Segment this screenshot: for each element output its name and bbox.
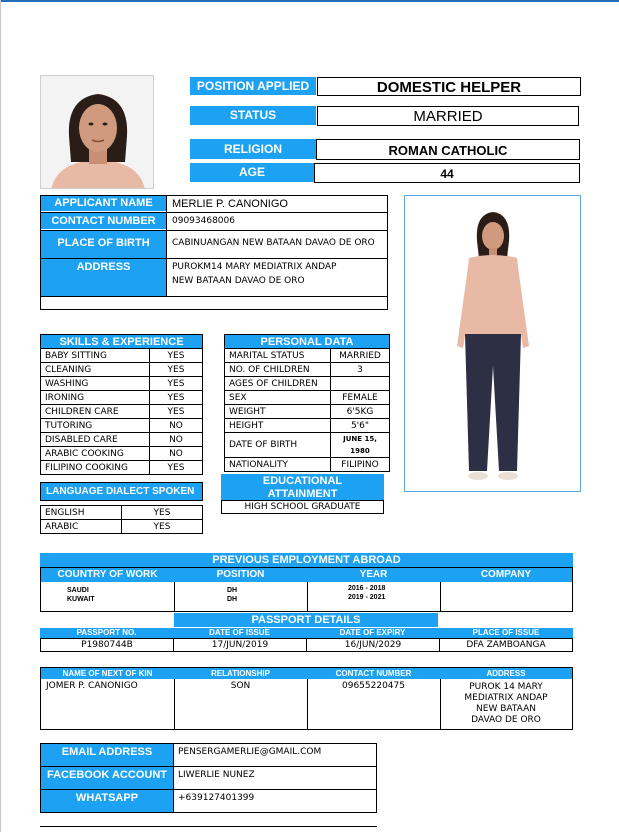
skill-name: TUTORING (41, 419, 150, 433)
personal-value: FEMALE (331, 391, 390, 405)
skill-value: NO (150, 433, 203, 447)
facebook-value: LIWERLIE NUNEZ (178, 770, 255, 780)
kin-address-line-1: PUROK 14 MARY (469, 682, 543, 692)
personal-field: AGES OF CHILDREN (225, 377, 331, 391)
passport-issue-date: 17/JUN/2019 (173, 638, 307, 652)
table-row (41, 447, 203, 461)
personal-value: MARRIED (331, 349, 390, 363)
headshot-photo (40, 75, 154, 189)
personal-field: WEIGHT (225, 405, 331, 419)
table-row (41, 461, 203, 475)
table-row (225, 349, 390, 363)
kin-address-line-3: NEW BATAAN (476, 704, 536, 714)
language-name: ARABIC (41, 520, 122, 534)
passport-header: PASSPORT NO. (40, 628, 173, 638)
personal-value (331, 377, 390, 391)
column-divider (173, 744, 174, 812)
table-row (41, 506, 203, 520)
column-divider (166, 195, 167, 296)
skill-value: YES (150, 363, 203, 377)
full-body-photo (404, 195, 581, 492)
skills-title: SKILLS & EXPERIENCE (41, 335, 203, 349)
applicant-name-label: APPLICANT NAME (41, 196, 166, 211)
passport-header: PLACE OF ISSUE (439, 628, 573, 638)
kin-table (40, 667, 573, 730)
skill-name: FILIPINO COOKING (41, 461, 150, 475)
employment-title: PREVIOUS EMPLOYMENT ABROAD (40, 553, 573, 567)
kin-header: CONTACT NUMBER (307, 668, 440, 679)
table-row (225, 391, 390, 405)
personal-field: HEIGHT (225, 419, 331, 433)
contact-number-value: 09093468006 (172, 216, 235, 226)
kin-address-line-4: DAVAO DE ORO (471, 715, 541, 725)
position-value: DOMESTIC HELPER (317, 77, 581, 96)
position-1: DH (227, 587, 238, 594)
skill-value: YES (150, 461, 203, 475)
personal-title: PERSONAL DATA (225, 335, 390, 349)
religion-label: RELIGION (190, 139, 316, 159)
table-row (41, 433, 203, 447)
left-rule (0, 0, 1, 832)
place-of-birth-value: CABINUANGAN NEW BATAAN DAVAO DE ORO (172, 238, 375, 248)
table-row (41, 391, 203, 405)
address-label: ADDRESS (41, 259, 166, 296)
language-title: LANGUAGE DIALECT SPOKEN (41, 483, 203, 501)
age-value: 44 (314, 163, 580, 183)
skill-value: NO (150, 419, 203, 433)
kin-contact: 09655220475 (342, 681, 405, 691)
language-name: ENGLISH (41, 506, 122, 520)
passport-number: P1980744B (40, 638, 174, 652)
religion-value: ROMAN CATHOLIC (316, 139, 580, 160)
whatsapp-label: WHATSAPP (41, 790, 173, 812)
column-divider (174, 582, 175, 611)
column-divider (307, 582, 308, 611)
email-value: PENSERGAMERLIE@GMAIL.COM (178, 747, 322, 757)
table-row (225, 419, 390, 433)
skill-value: YES (150, 349, 203, 363)
skill-value: NO (150, 447, 203, 461)
skill-name: ARABIC COOKING (41, 447, 150, 461)
passport-table (40, 628, 573, 652)
personal-value: 5'6" (331, 419, 390, 433)
table-row (225, 405, 390, 419)
contact-number-label: CONTACT NUMBER (41, 213, 166, 229)
skill-value: YES (150, 391, 203, 405)
language-value: YES (122, 506, 203, 520)
skill-name: CLEANING (41, 363, 150, 377)
skill-name: WASHING (41, 377, 150, 391)
table-row (225, 458, 390, 472)
country-1: SAUDI (67, 587, 89, 594)
facebook-label: FACEBOOK ACCOUNT (41, 767, 173, 789)
kin-relationship: SON (230, 681, 251, 691)
bottom-rule (40, 826, 377, 827)
language-table (40, 482, 203, 534)
top-rule (0, 0, 619, 2)
personal-value: 6'5KG (331, 405, 390, 419)
skill-value: YES (150, 377, 203, 391)
personal-field: SEX (225, 391, 331, 405)
address-line-1: PUROKM14 MARY MEDIATRIX ANDAP (172, 262, 337, 272)
kin-name: JOMER P. CANONIGO (46, 681, 138, 691)
status-value: MARRIED (317, 106, 579, 126)
personal-field: NATIONALITY (225, 458, 331, 472)
kin-header: RELATIONSHIP (174, 668, 307, 679)
year-1: 2016 - 2018 (348, 585, 386, 592)
country-2: KUWAIT (67, 596, 95, 603)
skill-name: DISABLED CARE (41, 433, 150, 447)
table-row (225, 433, 390, 458)
status-label: STATUS (190, 106, 316, 125)
place-of-birth-label: PLACE OF BIRTH (41, 231, 166, 258)
table-row (225, 377, 390, 391)
personal-field: DATE OF BIRTH (225, 433, 331, 458)
employment-header: POSITION (174, 568, 307, 582)
table-row (41, 363, 203, 377)
applicant-name-value: MERLIE P. CANONIGO (172, 198, 288, 210)
table-row (41, 377, 203, 391)
personal-value: 3 (331, 363, 390, 377)
table-row (41, 520, 203, 534)
table-row (225, 363, 390, 377)
education-value: HIGH SCHOOL GRADUATE (221, 500, 384, 514)
language-value: YES (122, 520, 203, 534)
skill-name: CHILDREN CARE (41, 405, 150, 419)
skill-name: BABY SITTING (41, 349, 150, 363)
table-row (41, 405, 203, 419)
row-divider (40, 296, 388, 297)
email-label: EMAIL ADDRESS (41, 744, 173, 766)
employment-header: COMPANY (440, 568, 572, 582)
table-row (41, 349, 203, 363)
kin-header: NAME OF NEXT OF KIN (41, 668, 174, 679)
passport-title: PASSPORT DETAILS (174, 613, 438, 627)
passport-place-of-issue: DFA ZAMBOANGA (439, 638, 573, 652)
kin-header: ADDRESS (440, 668, 572, 679)
whatsapp-value: +639127401399 (178, 793, 255, 803)
column-divider (440, 582, 441, 611)
personal-value: FILIPINO (331, 458, 390, 472)
personal-data-table (224, 334, 390, 472)
personal-value: JUNE 15, 1980 (331, 433, 390, 458)
passport-header: DATE OF ISSUE (173, 628, 306, 638)
employment-table (40, 567, 573, 612)
table-row (41, 419, 203, 433)
personal-field: MARITAL STATUS (225, 349, 331, 363)
passport-header: DATE OF EXPIRY (306, 628, 439, 638)
employment-header: COUNTRY OF WORK (41, 568, 174, 582)
skill-value: YES (150, 405, 203, 419)
personal-field: NO. OF CHILDREN (225, 363, 331, 377)
skill-name: IRONING (41, 391, 150, 405)
year-2: 2019 - 2021 (348, 594, 386, 601)
passport-expiry-date: 16/JUN/2029 (306, 638, 440, 652)
position-2: DH (227, 596, 238, 603)
skills-table (40, 334, 203, 475)
position-label: POSITION APPLIED (190, 77, 316, 95)
age-label: AGE (190, 163, 314, 182)
employment-header: YEAR (307, 568, 440, 582)
education-title: EDUCATIONAL ATTAINMENT (221, 474, 384, 500)
contact-block (40, 743, 377, 813)
address-line-2: NEW BATAAN DAVAO DE ORO (172, 276, 305, 286)
kin-address-line-2: MEDIATRIX ANDAP (464, 693, 548, 703)
